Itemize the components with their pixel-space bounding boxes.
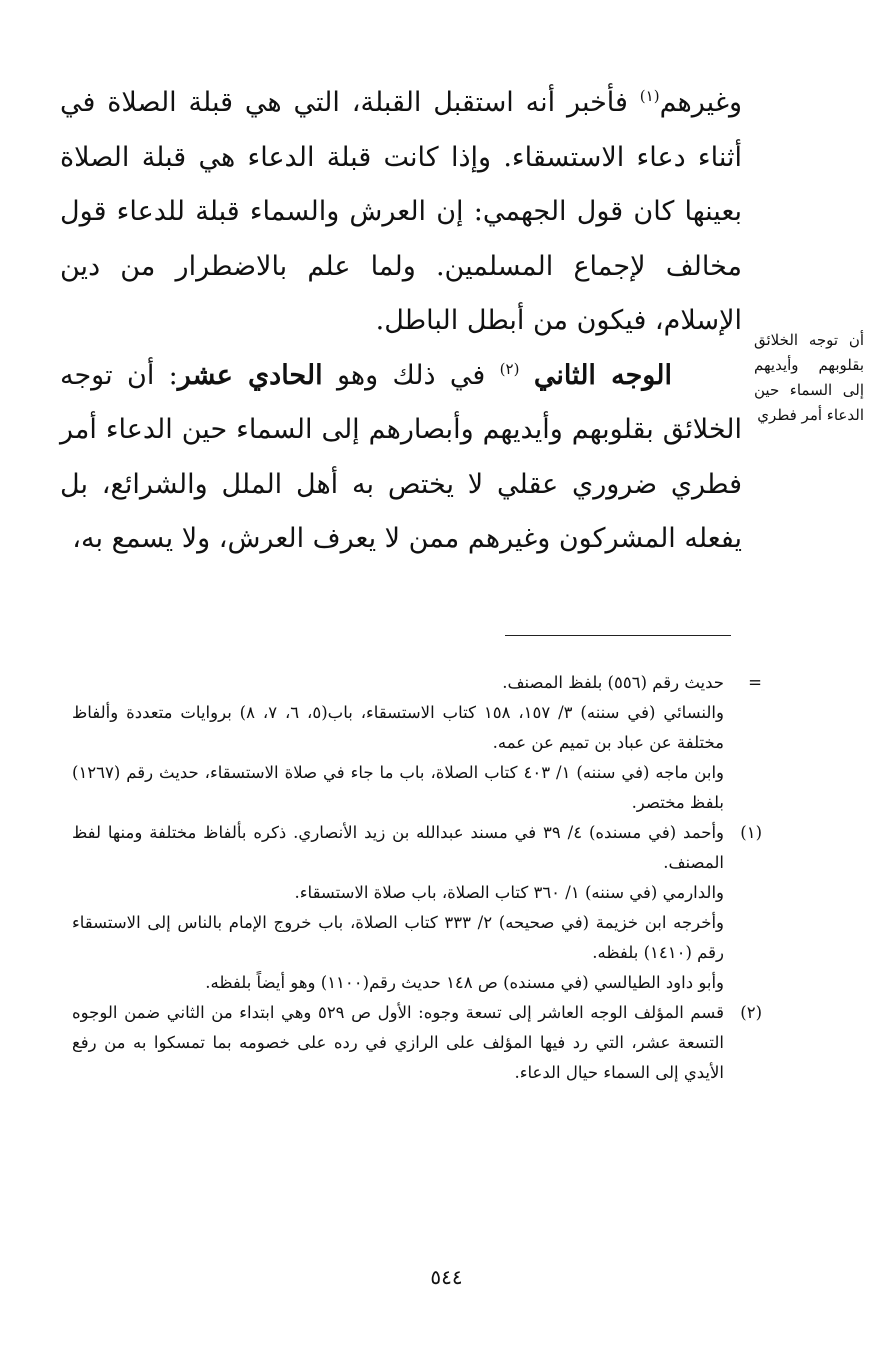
paragraph-1-text: فأخبر أنه استقبل القبلة، التي هي قبلة الصلاة في أثناء دعاء الاستسقاء. وإذا كانت قبلة الدعاء هي قبلة الصلاة بعينها كان قول الجهمي: إن العرش والسماء قبلة للدعاء قول مخالف لإجماع المسلمين. ولما علم بالاضطرار من دين الإسلام، فيكون من أبطل الباطل. — [60, 87, 742, 336]
footnote-line: وابن ماجه (في سننه) ١/ ٤٠٣ كتاب الصلاة، باب ما جاء في صلاة الاستسقاء، حديث رقم (١٢٦٧) بلفظ مختصر. — [72, 763, 724, 812]
paragraph-2-text: : أن توجه الخلائق بقلوبهم وأيديهم وأبصارهم إلى السماء حين الدعاء أمر فطري ضروري عقلي لا يختص به أهل الملل والشرائع، بل يفعله المشركون وغيرهم ممن لا يعرف العرش، ولا يسمع به، — [60, 359, 742, 554]
footnote-2-number: (٢) — [740, 1003, 762, 1022]
footnote-2 — [72, 998, 762, 1088]
section-heading-second-aspect: الوجه الثاني — [533, 359, 672, 391]
page-number: ٥٤٤ — [430, 1265, 463, 1289]
footnote-line: وأخرجه ابن خزيمة (في صحيحه) ٢/ ٣٣٣ كتاب الصلاة، باب خروج الإمام بالناس إلى الاستسقاء رقم (١٤١٠) بلفظه. — [72, 913, 724, 962]
eleventh-label: الحادي عشر — [177, 359, 323, 391]
continuation-mark: = — [748, 673, 762, 692]
footnote-ref-2[interactable]: (٢) — [499, 359, 520, 378]
footnote-1 — [72, 818, 762, 998]
footnote-ref-1[interactable]: (١) — [639, 87, 660, 105]
paragraph-1 — [60, 76, 742, 349]
footnote-line: والدارمي (في سننه) ١/ ٣٦٠ كتاب الصلاة، باب صلاة الاستسقاء. — [294, 883, 724, 902]
footnote-line: قسم المؤلف الوجه العاشر إلى تسعة وجوه: الأول ص ٥٢٩ وهي ابتداء من الثاني ضمن الوجوه التسعة عشر، التي رد فيها المؤلف على الرازي في رده على خصومه بما تمسكوا به من رفع الأيدي إلى السماء حيال الدعاء. — [72, 1003, 724, 1082]
paragraph-2-connector: في ذلك وهو — [322, 359, 500, 391]
footnote-line: حديث رقم (٥٥٦) بلفظ المصنف. — [502, 673, 724, 692]
footnote-1-number: (١) — [740, 823, 762, 842]
footnote-line: وأحمد (في مسنده) ٤/ ٣٩ في مسند عبدالله بن زيد الأنصاري. ذكره بألفاظ مختلفة ومنها لفظ المصنف. — [72, 823, 725, 872]
paragraph-1-start: وغيرهم — [659, 87, 742, 118]
footnote-line: وأبو داود الطيالسي (في مسنده) ص ١٤٨ حديث رقم(١١٠٠) وهو أيضاً بلفظه. — [205, 973, 724, 992]
margin-note: أن توجه الخلائق بقلوبهم وأيديهم إلى السماء حين الدعاء أمر فطري — [754, 331, 864, 424]
paragraph-2 — [60, 349, 742, 567]
footnote-line: والنسائي (في سننه) ٣/ ١٥٧، ١٥٨ كتاب الاستسقاء، باب(٥، ٦، ٧، ٨) بروايات متعددة وألفاظ مختلفة عن عباد بن تميم عن عمه. — [72, 703, 724, 752]
footnote-separator — [505, 635, 731, 636]
footnote-continued — [72, 668, 762, 818]
footnotes — [72, 668, 762, 1088]
main-text — [60, 76, 742, 567]
